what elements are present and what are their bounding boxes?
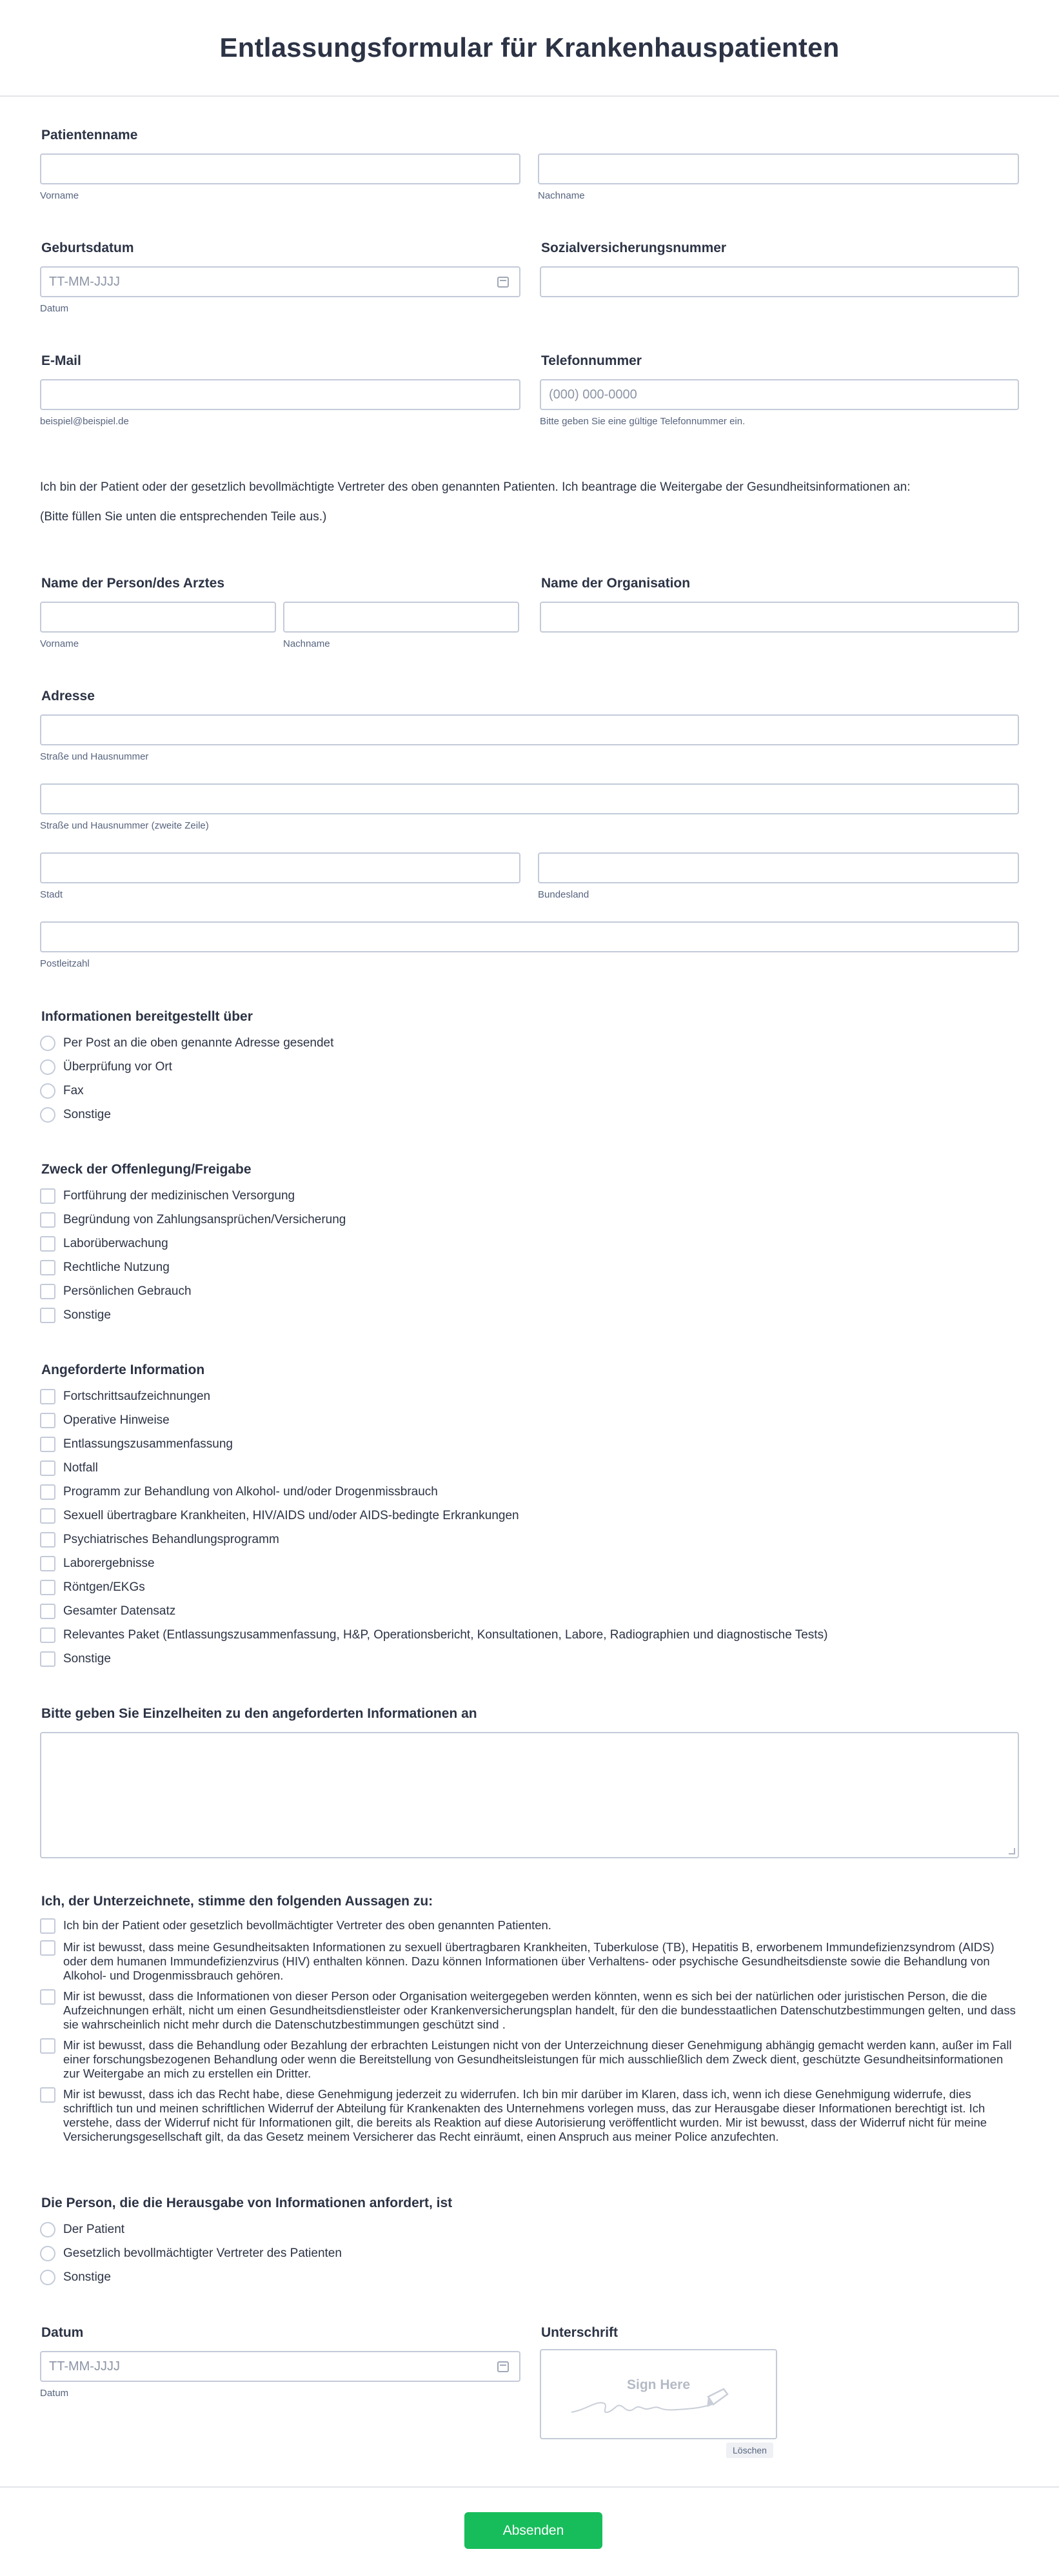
recipient-first-name-input[interactable] xyxy=(40,602,276,633)
date-placeholder: TT-MM-JJJJ xyxy=(49,2359,120,2374)
checkbox[interactable] xyxy=(40,1918,55,1934)
ssn-label: Sozialversicherungsnummer xyxy=(541,241,727,255)
checkbox[interactable] xyxy=(40,1651,55,1667)
patient-first-name-input[interactable] xyxy=(40,153,520,184)
birthdate-sub: Datum xyxy=(40,303,69,314)
patient-last-name-sub: Nachname xyxy=(538,190,585,201)
state-input[interactable] xyxy=(538,852,1019,883)
phone-sub: Bitte geben Sie eine gültige Telefonnummer ein. xyxy=(540,416,746,427)
purpose-label: Zweck der Offenlegung/Freigabe xyxy=(41,1162,252,1177)
checkbox[interactable] xyxy=(40,1460,55,1476)
checkbox-option[interactable]: Fortschrittsaufzeichnungen xyxy=(40,1384,827,1408)
street-line2-input[interactable] xyxy=(40,783,1019,814)
radio-circle[interactable] xyxy=(40,1059,55,1075)
statement-option[interactable]: Mir ist bewusst, dass meine Gesundheitsakten Informationen zu sexuell übertragbaren Krankheiten, Tuberkulose (TB), Hepatitis B, erworbenem Immundefizienzsyndrom (AIDS) oder dem humanen Immundefizienzvirus (HIV) enthalten können. Dazu können Informationen über Verhaltens- oder psychische Gesundheitsdienste sowie die Behandlung von Alkohol- und Drogenmissbrauch gehören. xyxy=(40,1940,1019,1983)
checkbox-option[interactable]: Persönlichen Gebrauch xyxy=(40,1279,346,1303)
checkbox[interactable] xyxy=(40,1484,55,1500)
email-label: E-Mail xyxy=(41,353,81,368)
checkbox[interactable] xyxy=(40,1188,55,1204)
signature-hint: Sign Here xyxy=(626,2377,691,2392)
checkbox[interactable] xyxy=(40,1556,55,1571)
radio-circle[interactable] xyxy=(40,2270,55,2285)
checkbox-option[interactable]: Entlassungszusammenfassung xyxy=(40,1432,827,1456)
checkbox[interactable] xyxy=(40,1532,55,1548)
radio-option[interactable]: Der Patient xyxy=(40,2217,342,2241)
checkbox-option[interactable]: Laborergebnisse xyxy=(40,1551,827,1575)
patient-first-name-sub: Vorname xyxy=(40,190,79,201)
radio-circle[interactable] xyxy=(40,2222,55,2237)
checkbox[interactable] xyxy=(40,1940,55,1956)
radio-option[interactable]: Fax xyxy=(40,1079,333,1103)
patient-name-label: Patientenname xyxy=(41,128,138,143)
checkbox-option[interactable]: Röntgen/EKGs xyxy=(40,1575,827,1599)
radio-option[interactable]: Per Post an die oben genannte Adresse gesendet xyxy=(40,1031,333,1055)
purpose-group xyxy=(40,1184,346,1327)
state-sub: Bundesland xyxy=(538,889,589,900)
details-label: Bitte geben Sie Einzelheiten zu den angeforderten Informationen an xyxy=(41,1706,477,1721)
statement-option[interactable]: Mir ist bewusst, dass ich das Recht habe, diese Genehmigung jederzeit zu widerrufen. Ich bin mir darüber im Klaren, dass ich, wenn ich diese Genehmigung widerrufe, dies schriftlich tun und meinen schriftlichen Widerruf der Abteilung für Krankenakten des Unternehmens vorlegen muss, das zur Herausgabe dieser Informationen berechtigt ist. Ich verstehe, dass der Widerruf nicht für Informationen gilt, die bereits als Reaktion auf diese Autorisierung veröffentlicht wurden. Mir ist bewusst, dass der Widerruf nicht für meine Versicherungsgesellschaft gilt, da das Gesetz meinem Versicherer das Recht einräumt, einen Anspruch aus meiner Police anzufechten. xyxy=(40,2087,1019,2144)
recipient-last-name-input[interactable] xyxy=(283,602,519,633)
phone-label: Telefonnummer xyxy=(541,353,642,368)
checkbox-option[interactable]: Operative Hinweise xyxy=(40,1408,827,1432)
birthdate-input[interactable] xyxy=(40,266,520,297)
zip-sub: Postleitzahl xyxy=(40,958,90,969)
radio-option[interactable]: Gesetzlich bevollmächtigter Vertreter des Patienten xyxy=(40,2241,342,2265)
date-input[interactable] xyxy=(40,2351,520,2382)
recipient-label: Name der Person/des Arztes xyxy=(41,576,225,591)
statement-option[interactable]: Ich bin der Patient oder gesetzlich bevollmächtigter Vertreter des oben genannten Patienten. xyxy=(40,1918,1019,1934)
checkbox-option[interactable]: Fortführung der medizinischen Versorgung xyxy=(40,1184,346,1208)
resize-handle-icon[interactable] xyxy=(1009,1848,1015,1854)
street-line2-sub: Straße und Hausnummer (zweite Zeile) xyxy=(40,820,209,831)
ssn-input[interactable] xyxy=(540,266,1019,297)
checkbox[interactable] xyxy=(40,2087,55,2103)
statements-label: Ich, der Unterzeichnete, stimme den folgenden Aussagen zu: xyxy=(41,1894,433,1909)
calendar-icon[interactable] xyxy=(497,2361,509,2372)
checkbox[interactable] xyxy=(40,1989,55,2005)
checkbox-option[interactable]: Begründung von Zahlungsansprüchen/Versicherung xyxy=(40,1208,346,1232)
checkbox[interactable] xyxy=(40,1212,55,1228)
footer-divider xyxy=(0,2486,1059,2488)
organization-input[interactable] xyxy=(540,602,1019,633)
checkbox-option[interactable]: Relevantes Paket (Entlassungszusammenfassung, H&P, Operationsbericht, Konsultationen, Labore, Radiographien und diagnostische Tests) xyxy=(40,1623,827,1647)
checkbox-option[interactable]: Sonstige xyxy=(40,1647,827,1671)
checkbox-option[interactable]: Rechtliche Nutzung xyxy=(40,1255,346,1279)
checkbox[interactable] xyxy=(40,1389,55,1404)
radio-circle[interactable] xyxy=(40,2246,55,2261)
details-textarea[interactable] xyxy=(40,1732,1019,1858)
patient-last-name-input[interactable] xyxy=(538,153,1019,184)
checkbox-option[interactable]: Psychiatrisches Behandlungsprogramm xyxy=(40,1528,827,1551)
calendar-icon[interactable] xyxy=(497,277,509,288)
radio-option[interactable]: Sonstige xyxy=(40,1103,333,1126)
signature-clear-button[interactable]: Löschen xyxy=(726,2443,773,2458)
phone-placeholder: (000) 000-0000 xyxy=(549,387,637,402)
provided-via-group xyxy=(40,1031,333,1126)
statement-option[interactable]: Mir ist bewusst, dass die Behandlung oder Bezahlung der erbrachten Leistungen nicht von der Unterzeichnung dieser Genehmigung abhängig gemacht werden kann, außer im Fall einer forschungsbezogenen Behandlung oder wenn die Bereitstellung von Gesundheitsleistungen für mich ausschließlich dem Zweck dient, geschützte Gesundheitsinformationen zur Weitergabe an mich zu erstellen ein Dritter. xyxy=(40,2038,1019,2081)
radio-circle[interactable] xyxy=(40,1107,55,1123)
street-line1-sub: Straße und Hausnummer xyxy=(40,751,149,762)
checkbox[interactable] xyxy=(40,1604,55,1619)
signature-pad[interactable] xyxy=(540,2349,777,2439)
recipient-first-name-sub: Vorname xyxy=(40,638,79,649)
date-label: Datum xyxy=(41,2325,84,2340)
checkbox[interactable] xyxy=(40,1437,55,1452)
radio-circle[interactable] xyxy=(40,1083,55,1099)
address-label: Adresse xyxy=(41,689,95,703)
city-input[interactable] xyxy=(40,852,520,883)
signature-scribble-icon xyxy=(570,2388,744,2420)
radio-circle[interactable] xyxy=(40,1036,55,1051)
checkbox-option[interactable]: Sonstige xyxy=(40,1303,346,1327)
checkbox[interactable] xyxy=(40,1260,55,1275)
requester-label: Die Person, die die Herausgabe von Informationen anfordert, ist xyxy=(41,2196,453,2210)
checkbox[interactable] xyxy=(40,1284,55,1299)
signature-label: Unterschrift xyxy=(541,2325,619,2340)
checkbox-option[interactable]: Programm zur Behandlung von Alkohol- und/oder Drogenmissbrauch xyxy=(40,1480,827,1504)
provided-via-label: Informationen bereitgestellt über xyxy=(41,1009,253,1024)
birthdate-placeholder: TT-MM-JJJJ xyxy=(49,274,120,289)
submit-button[interactable]: Absenden xyxy=(464,2512,602,2549)
requested-label: Angeforderte Information xyxy=(41,1362,205,1377)
form-title: Entlassungsformular für Krankenhauspatienten xyxy=(219,32,840,63)
birthdate-label: Geburtsdatum xyxy=(41,241,134,255)
checkbox[interactable] xyxy=(40,1413,55,1428)
organization-label: Name der Organisation xyxy=(541,576,691,591)
radio-option[interactable]: Sonstige xyxy=(40,2265,342,2289)
zip-input[interactable] xyxy=(40,921,1019,952)
statements-group xyxy=(40,1918,1019,2150)
phone-input[interactable] xyxy=(540,379,1019,410)
date-sub: Datum xyxy=(40,2388,69,2399)
checkbox-option[interactable]: Sexuell übertragbare Krankheiten, HIV/AIDS und/oder AIDS-bedingte Erkrankungen xyxy=(40,1504,827,1528)
checkbox[interactable] xyxy=(40,1627,55,1643)
requester-group xyxy=(40,2217,342,2289)
intro-paragraph: Ich bin der Patient oder der gesetzlich bevollmächtigte Vertreter des oben genannten Patienten. Ich beantrage die Weitergabe der Gesundheitsinformationen an: xyxy=(40,480,911,494)
checkbox-option[interactable]: Notfall xyxy=(40,1456,827,1480)
checkbox[interactable] xyxy=(40,1580,55,1595)
checkbox[interactable] xyxy=(40,1508,55,1524)
requested-group xyxy=(40,1384,827,1671)
checkbox[interactable] xyxy=(40,1236,55,1252)
checkbox[interactable] xyxy=(40,2038,55,2054)
street-line1-input[interactable] xyxy=(40,714,1019,745)
intro-note: (Bitte füllen Sie unten die entsprechenden Teile aus.) xyxy=(40,510,327,524)
city-sub: Stadt xyxy=(40,889,63,900)
checkbox-option[interactable]: Laborüberwachung xyxy=(40,1232,346,1255)
radio-option[interactable]: Überprüfung vor Ort xyxy=(40,1055,333,1079)
checkbox-option[interactable]: Gesamter Datensatz xyxy=(40,1599,827,1623)
form-header xyxy=(0,0,1059,97)
statement-option[interactable]: Mir ist bewusst, dass die Informationen von dieser Person oder Organisation weitergegeben werden könnten, wenn es sich bei der natürlichen oder juristischen Person, die die Aufzeichnungen erhält, nicht um einen Gesundheitsdienstleister oder Krankenversicherungsplan handelt, für den die bundesstaatlichen Datenschutzbestimmungen gelten, und dass sie wahrscheinlich nicht mehr durch die Datenschutzbestimmungen geschützt sind . xyxy=(40,1989,1019,2032)
email-input[interactable] xyxy=(40,379,520,410)
recipient-last-name-sub: Nachname xyxy=(283,638,330,649)
checkbox[interactable] xyxy=(40,1308,55,1323)
email-sub: beispiel@beispiel.de xyxy=(40,416,129,427)
